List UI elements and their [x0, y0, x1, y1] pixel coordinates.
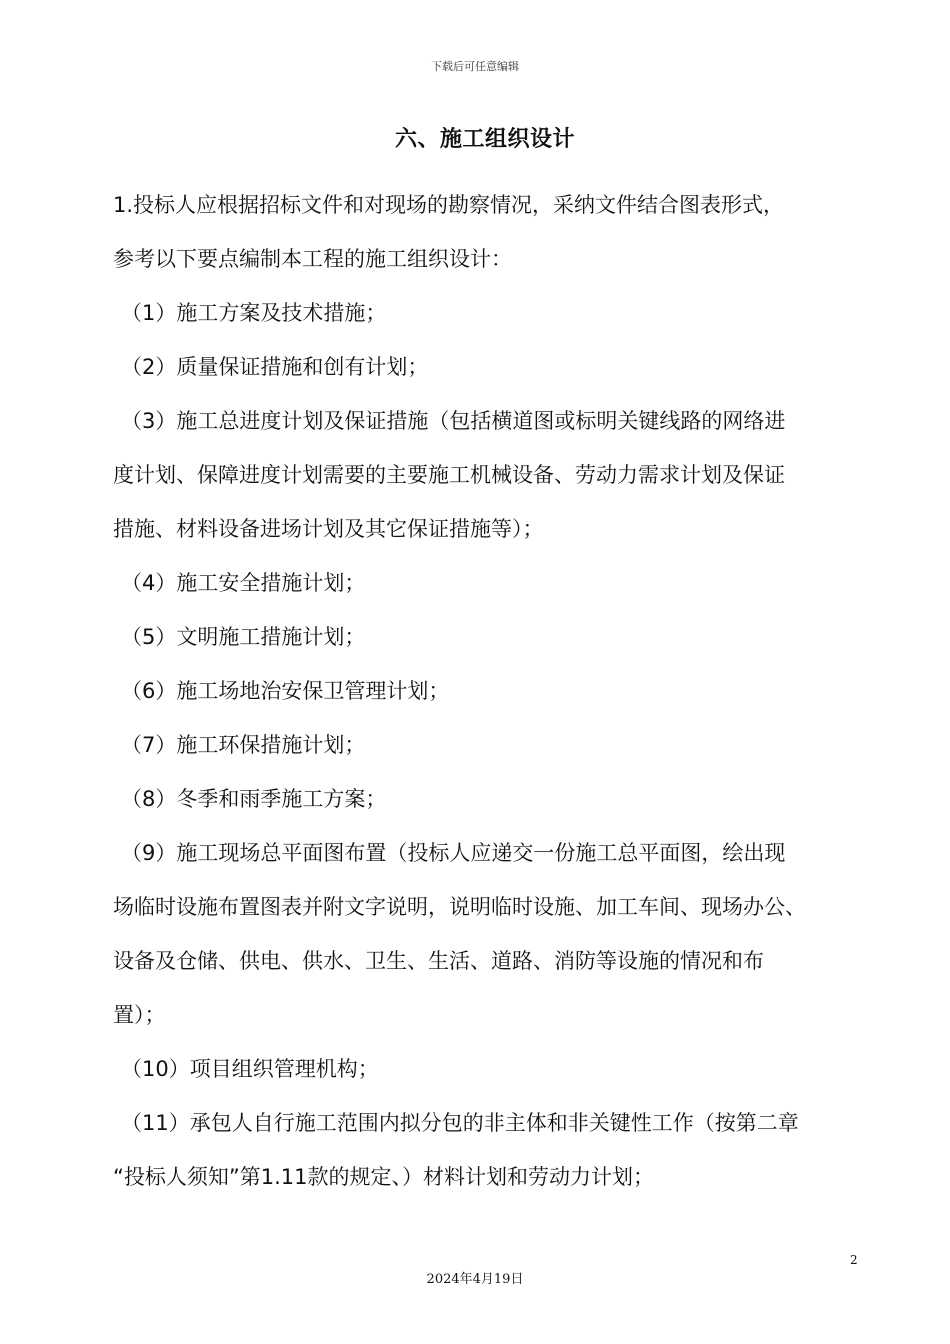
- list-item-line: 场临时设施布置图表并附文字说明，说明临时设施、加工车间、现场办公、: [113, 895, 806, 919]
- list-item-line: （11）承包人自行施工范围内拟分包的非主体和非关键性工作（按第二章: [121, 1111, 799, 1135]
- intro-line-1: 1.投标人应根据招标文件和对现场的勘察情况，采纳文件结合图表形式，: [113, 193, 785, 217]
- list-item-line: （1）施工方案及技术措施；: [121, 301, 387, 325]
- list-item-line: （5）文明施工措施计划；: [121, 625, 366, 649]
- list-item-line: （3）施工总进度计划及保证措施（包括横道图或标明关键线路的网络进: [121, 409, 786, 433]
- page-number: 2: [850, 1253, 858, 1267]
- list-item-line: “投标人须知”第1.11款的规定、）材料计划和劳动力计划；: [113, 1165, 655, 1189]
- list-item: [113, 1096, 883, 1204]
- list-item: [113, 556, 883, 610]
- document-body: [113, 178, 883, 1204]
- intro-line-2: 参考以下要点编制本工程的施工组织设计：: [113, 247, 512, 271]
- list-item-line: （7）施工环保措施计划；: [121, 733, 366, 757]
- list-item: [113, 286, 883, 340]
- list-item: [113, 610, 883, 664]
- list-item: [113, 394, 883, 556]
- list-item-line: （4）施工安全措施计划；: [121, 571, 366, 595]
- list-item-line: （9）施工现场总平面图布置（投标人应递交一份施工总平面图，绘出现: [121, 841, 786, 865]
- footer-date: 2024年4月19日: [426, 1272, 524, 1287]
- list-item: [113, 664, 883, 718]
- list-item: [113, 340, 883, 394]
- list-item: [113, 826, 883, 1042]
- list-item-line: 设备及仓储、供电、供水、卫生、生活、道路、消防等设施的情况和布: [113, 949, 764, 973]
- list-item: [113, 718, 883, 772]
- list-item-line: （2）质量保证措施和创有计划；: [121, 355, 429, 379]
- page-title: 六、施工组织设计: [394, 127, 575, 152]
- list-item-line: 措施、材料设备进场计划及其它保证措施等）；: [113, 517, 544, 541]
- list-item-line: （10）项目组织管理机构；: [121, 1057, 379, 1081]
- header-note: 下载后可任意编辑: [431, 60, 519, 73]
- list-item-line: （6）施工场地治安保卫管理计划；: [121, 679, 450, 703]
- list-item: [113, 1042, 883, 1096]
- list-item: [113, 772, 883, 826]
- list-item-line: （8）冬季和雨季施工方案；: [121, 787, 387, 811]
- list-item-line: 置）；: [113, 1003, 166, 1027]
- list-item-line: 度计划、保障进度计划需要的主要施工机械设备、劳动力需求计划及保证: [113, 463, 785, 487]
